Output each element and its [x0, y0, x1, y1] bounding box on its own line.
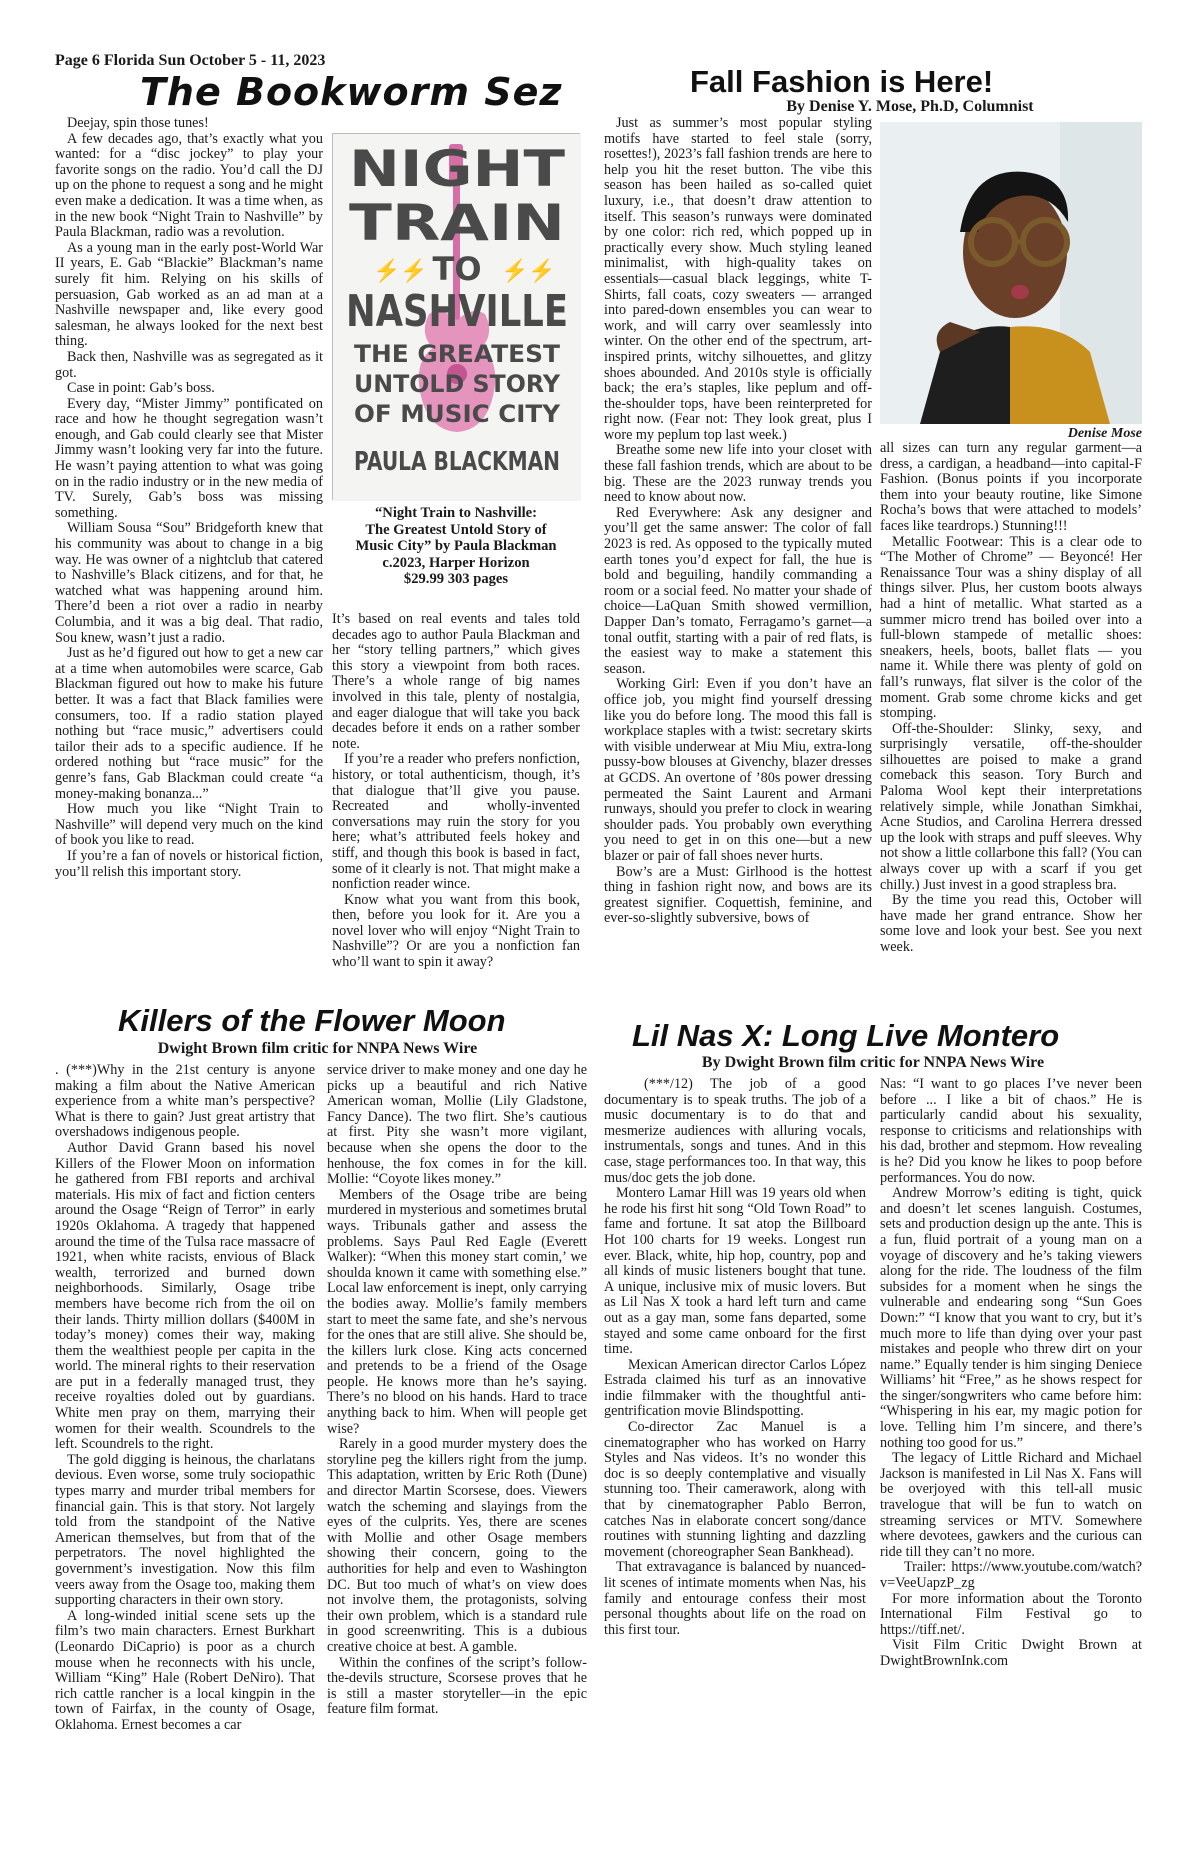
- killers-title: Killers of the Flower Moon: [118, 1003, 506, 1038]
- killers-paragraph: Members of the Osage tribe are being murdered in mysterious and sometimes brutal ways. Tribunals gather and assess the problems. Says Paul Red Eagle (Everett Walker): “When this money start comin,’ we shoulda known it came with something else.” Local law enforcement is inept, only carrying the bodies away. Mollie’s family members start to meet the same fate, and she’s nervous for the ones that are still alive. She should be, the killers lurk close. King acts concerned and pretends to be a friend of the Osage people. He knows more than he’s saying. There’s no blood on his hands. Hard to trace anything back to him. When will people get wise?: [327, 1186, 587, 1437]
- lilnas-paragraph: Mexican American director Carlos López Estrada claimed his turf as an innovative indie filmmaker with the thoughtful anti-gentrification movie Blindspotting.: [604, 1356, 866, 1420]
- lilnas-paragraph: The legacy of Little Richard and Michael Jackson is manifested in Lil Nas X. Fans will be overjoyed with this tell-all music travelogue that will be fun to watch on streaming services or MTV. Somewhere where devotees, gawkers and the curious can ride till they can’t no more.: [880, 1450, 1142, 1560]
- cover-author: PAULA BLACKMAN: [354, 447, 560, 477]
- killers-column-2: [327, 1063, 587, 1718]
- fashion-byline: By Denise Y. Mose, Ph.D, Columnist: [786, 98, 1034, 115]
- fashion-paragraph: Breathe some new life into your closet with these fall fashion trends, which are about to be big. These are the 2023 runway trends you need to know about now.: [604, 442, 872, 506]
- bookworm-paragraph: A few decades ago, that’s exactly what you wanted: for a “disc jockey” to play your favorite songs on the radio. You’d call the DJ up on the phone to request a song and he might even make a dedication. It was a time when, as in the new book “Night Train to Nashville” by Paula Blackman, radio was a revolution.: [55, 130, 323, 241]
- cover-subtitle-line: THE GREATEST: [354, 340, 561, 368]
- killers-paragraph: A long-winded initial scene sets up the film’s two main characters. Ernest Burkhart (Leonardo DiCaprio) is poor as a church mouse when he reconnects with his uncle, William “King” Hale (Robert DeNiro). That rich cattle rancher is a local kingpin in the town of Fairfax, in the county of Osage, Oklahoma. Ernest becomes a car: [55, 1607, 315, 1733]
- bookworm-paragraph: It’s based on real events and tales told decades ago to author Paula Blackman and her “story telling partners,” which gives this story a viewpoint from both races. There’s a whole range of big names involved in this tale, plenty of nostalgia, and eager dialogue that will take you back decades before it ends on a rather somber note.: [332, 611, 580, 752]
- bookworm-title: The Bookworm Sez: [140, 70, 563, 114]
- bookworm-paragraph: If you’re a fan of novels or historical fiction, you’ll relish this important story.: [55, 847, 323, 880]
- fashion-paragraph: Working Girl: Even if you don’t have an office job, you might find yourself dressing like you do before long. The mood this fall is workplace staples with a twist: secretary skirts with visible underwear at Miu Miu, extra-long pussy-bow blouses at Givenchy, blazer dresses at GCDS. An overtone of ’80s power dressing permeated the Saint Laurent and Armani runways, should you prefer to clock in wearing shoulder pads. You probably own everything you need to get in on this one—but a new blazer or pair of fall shoes never hurts.: [604, 676, 872, 864]
- fashion-title: Fall Fashion is Here!: [690, 64, 994, 99]
- photo-caption: Denise Mose: [1067, 426, 1142, 441]
- lilnas-paragraph: Andrew Morrow’s editing is tight, quick and doesn’t let scenes languish. Costumes, sets and production design up the ante. This is a fun, fluid portrait of a young man on a voyage of discovery and he’s taking viewers along for the ride. The loudness of the film subsides for a moment when he sings the vulnerable and endearing song “Sun Goes Down:” “I know that you want to cry, but it’s much more to life than dying over your past mistakes and people who threw dirt on your name.” Equally tender is him singing Deniece Williams’ hit “Free,” as he shows respect for the singer/songwriters who came before him: “Whispering in his ear, my magic potion for love. Telling him I’m sincere, and there’s nothing too good for us.”: [880, 1185, 1142, 1451]
- killers-paragraph: service driver to make money and one day he picks up a beautiful and rich Native American woman, Mollie (Lily Gladstone, Fancy Dance). The two flirt. She’s cautious at first. Pity she wasn’t more vigilant, because when she opens the door to the henhouse, the fox comes in for the kill. Mollie: “Coyote likes money.”: [327, 1062, 587, 1188]
- cover-subtitle-line: UNTOLD STORY: [354, 370, 561, 398]
- killers-paragraph: Author David Grann based his novel Killers of the Flower Moon on information he gathered from FBI reports and archival materials. His mix of fact and fiction centers around the Osage “Reign of Terror” in early 1920s Oklahoma. A tragedy that happened around the time of the Tulsa race massacre of 1921, when white racists, envious of Black wealth, terrorized and burned down neighborhoods. Similarly, Osage tribe members have become rich from the oil on their lands. Thirty million dollars ($400M in today’s money) comes their way, making them the wealthiest people per capita in the world. The mineral rights to their reservation are put in a federally managed trust, they receive royalties doled out by guardians. White men pray on them, marrying their women for their wealth. Scoundrels to the left. Scoundrels to the right.: [55, 1139, 315, 1453]
- killers-paragraph: The gold digging is heinous, the charlatans devious. Even worse, some truly sociopathic types marry and murder tribal members for financial gain. This is that story. Not largely told from the standpoint of the Native American themselves, but from that of the perpetrators. The novel highlighted the government’s investigation. Now this film veers away from the Osage too, making them supporting characters in their own story.: [55, 1451, 315, 1609]
- cover-title-line: TO: [432, 250, 482, 288]
- book-caption-line: The Greatest Untold Story of: [365, 521, 547, 538]
- bookworm-paragraph: As a young man in the early post-World War II years, E. Gab “Blackie” Blackman’s name surely fit him. Relying on his skills of persuasion, Gab worked as an ad man at a Nashville newspaper and, like every good salesman, he always looked for the next best thing.: [55, 239, 323, 350]
- fashion-paragraph: Just as summer’s most popular styling motifs have started to feel stale (sorry, rosettes!), 2023’s fall fashion trends are here to help you hit the reset button. The vibe this season has been hailed as so-called quiet luxury, i.e., that doesn’t draw attention to itself. This season’s runways were dominated by one color: rich red, which popped up in practically every show. Much styling leaned minimalist, with high-quality takes on essentials—casual black leggings, white T-Shirts, fall coats, cozy sweaters — arranged into pared-down ensembles you can wear to work, and will carry over seamlessly into winter. On the other end of the spectrum, art-inspired prints, witchy silhouettes, and glitzy shoes abounded. And 2010s style is officially back; the era’s staples, like peplum and off-the-shoulder tops, have been reinterpreted for right now. (Fear not: They look great, plus I wore my peplum top last week.): [604, 115, 872, 443]
- killers-paragraph: Within the confines of the script’s follow-the-devils structure, Scorsese proves that he is still a master storyteller—in the epic feature film format.: [327, 1654, 587, 1718]
- lilnas-paragraph: Co-director Zac Manuel is a cinematographer who has worked on Harry Styles and Nas videos. It’s no wonder this doc is so deeply contemplative and visually stunning too. Their camerawork, along with that by cinematographer Pablo Berron, catches Nas in elaborate concert song/dance routines with stunning lighting and dazzling movement (choreographer Sean Bankhead).: [604, 1419, 866, 1560]
- fashion-paragraph: Bow’s are a Must: Girlhood is the hottest thing in fashion right now, and bows are its greatest signifier. Coquettish, feminine, and ever-so-slightly subversive, bows of: [604, 863, 872, 927]
- book-caption-line: $29.99 303 pages: [403, 571, 509, 587]
- fashion-paragraph: By the time you read this, October will have made her grand entrance. Show her some love and look your best. See you next week.: [880, 892, 1142, 955]
- bookworm-paragraph: If you’re a reader who prefers nonfiction, history, or total authenticism, though, it’s that dialogue that’ll give you pause. Recreated and wholly-invented conversations may ruin the story for you here; what’s attributed feels hokey and stiff, and though this book is based in fact, some of it clearly is not. That might make a nonfiction reader wince.: [332, 751, 580, 893]
- bookworm-paragraph: Just as he’d figured out how to get a new car at a time when automobiles were scarce, Gab Blackman figured out how to make his future better. It was a fact that Black families were consumers, too. If a radio station played nothing but “race music,” advertisers could tailor their ads to a specific audience. If he ordered nothing but “race music” for the genre’s fans, Gab Blackman could create “a money-making bonanza...”: [55, 645, 323, 802]
- trailer-link[interactable]: Trailer: https://www.youtube.com/watch?v=VeeUapzP_zg: [880, 1559, 1142, 1591]
- bookworm-paragraph: William Sousa “Sou” Bridgeforth knew that his community was about to change in a big way. He was owner of a nightclub that catered to Nashville’s Black citizens, and for that, he watched what was happening around him. There’d been a riot over a radio in nearby Columbia, and it was a big deal. That radio, Sou knew, wasn’t just a radio.: [55, 520, 323, 646]
- book-cover-image: [332, 133, 580, 500]
- killers-paragraph: . (***)Why in the 21st century is anyone making a film about the Native American experience from a white man’s perspective? What is there to gain? Just great artistry that overshadows indigenous people.: [55, 1062, 315, 1141]
- columnist-portrait: [880, 122, 1142, 424]
- killers-byline: Dwight Brown film critic for NNPA News Wire: [157, 1040, 478, 1057]
- book-caption-line: c.2023, Harper Horizon: [382, 554, 530, 571]
- bookworm-paragraph: Know what you want from this book, then, before you look for it. Are you a novel lover who will enjoy “Night Train to Nashville”? Or are you a nonfiction fan who’ll want to spin it away?: [332, 891, 580, 971]
- festival-link[interactable]: For more information about the Toronto International Film Festival go to https://tiff.net/.: [880, 1590, 1142, 1638]
- fashion-paragraph: Off-the-Shoulder: Slinky, sexy, and surprisingly versatile, off-the-shoulder silhouettes are poised to make a grand comeback this season. Tory Burch and Paloma Wool kept their interpretations relatively simple, while Jonathan Simkhai, Acne Studios, and Carolina Herrera dressed up the look with straps and puff sleeves. Why not show a little collarbone this fall? (You can always cover up with a scarf if you get chilly.) Just invest in a good strapless bra.: [880, 720, 1142, 893]
- book-caption-line: “Night Train to Nashville:: [374, 505, 538, 521]
- cover-title-line: TRAIN: [349, 194, 565, 252]
- lilnas-title: Lil Nas X: Long Live Montero: [632, 1018, 1060, 1053]
- columnist-photo: [880, 122, 1142, 424]
- lilnas-byline: By Dwight Brown film critic for NNPA News Wire: [701, 1054, 1045, 1071]
- fashion-column-2: [880, 441, 1142, 956]
- fashion-paragraph: all sizes can turn any regular garment—a dress, a cardigan, a headband—into capital-F Fashion. (Bonus points if you incorporate them into your beauty routine, like Simone Rocha’s bows that were attached to models’ faces like teardrops.) Stunning!!!: [880, 440, 1142, 534]
- fashion-paragraph: Metallic Footwear: This is a clear ode to “The Mother of Chrome” — Beyoncé! Her Renaissance Tour was a shiny display of all things silver. Plus, her custom boots always had a hint of metallic. What started as a summer micro trend has boiled over into a full-blown stampede of metallic shoes: sneakers, heels, boots, ballet flats — you name it. While there was plenty of gold on fall’s runways, flat silver is the color of the moment. Grab some chrome kicks and get stomping.: [880, 533, 1142, 722]
- lilnas-paragraph: That extravagance is balanced by nuanced-lit scenes of intimate moments when Nas, his family and entourage confess their most personal thoughts about life on the road on this first tour.: [604, 1559, 866, 1638]
- bookworm-column-2: [332, 612, 580, 971]
- book-caption-line: Music City” by Paula Blackman: [355, 538, 557, 554]
- cover-subtitle-line: OF MUSIC CITY: [354, 400, 561, 428]
- fashion-column-1: [604, 116, 872, 927]
- bookworm-paragraph: Every day, “Mister Jimmy” pontificated on race and how he thought segregation wasn’t enough, and Gab could clearly see that Mister Jimmy wasn’t looking very far into the future. He wasn’t paying attention to what was going on in the radio industry or in the new media of TV. Surely, Gab’s boss was missing something.: [55, 395, 323, 521]
- website-link[interactable]: Visit Film Critic Dwight Brown at DwightBrownInk.com: [880, 1637, 1142, 1669]
- fashion-paragraph: Red Everywhere: Ask any designer and you’ll get the same answer: The color of fall 2023 is red. As opposed to the typically muted earth tones you’d expect for fall, the hue is bold and beguiling, handily commanding a room or a social feed. No matter your shade of choice—LaQuan Smith showed vermillion, Dapper Dan’s tomato, Ferragamo’s garnet—a tonal outfit, starting with a pair of red flats, is the easiest way to make a statement this season.: [604, 504, 872, 677]
- lilnas-column-2: [880, 1077, 1142, 1670]
- cover-title-line: NIGHT: [349, 140, 565, 198]
- killers-column-1: [55, 1063, 315, 1734]
- lightning-icon: ⚡⚡: [501, 258, 556, 283]
- cover-title-line: NASHVILLE: [346, 286, 568, 337]
- book-cover-art: [333, 134, 581, 501]
- bookworm-paragraph: Deejay, spin those tunes!: [67, 115, 209, 131]
- book-caption: [332, 505, 580, 588]
- lilnas-paragraph: (***/12) The job of a good documentary is to speak truths. The job of a music documentary is to do that and mesmerize audiences with alluring vocals, instrumentals, songs and tunes. And in this case, stage performances too. In that way, this mus/doc gets the job done.: [604, 1076, 866, 1186]
- killers-paragraph: Rarely in a good murder mystery does the storyline peg the killers right from the jump. This adaptation, written by Eric Roth (Dune) and director Martin Scorsese, does. Viewers watch the scheming and slayings from the eyes of the culprits. Yes, there are scenes with Mollie and other Osage members showing their concern, going to the authorities for help and even to Washington DC. But too much of what’s on view does not involve them, the protagonists, solving their own problem, which is a standard rule in good screenwriting. This is a dubious creative choice at best. A gamble.: [327, 1436, 587, 1655]
- lilnas-paragraph: Montero Lamar Hill was 19 years old when he rode his first hit song “Old Town Road” to fame and fortune. It sat atop the Billboard Hot 100 charts for 19 weeks. Longest run ever. Black, white, hip hop, country, pop and all kinds of music listeners bought that tune. A unique, inclusive mix of music lovers. But as Lil Nas X took a hard left turn and came out as a gay man, some fans departed, some stayed and some came onboard for the first time.: [604, 1185, 866, 1358]
- lilnas-column-1: [604, 1077, 866, 1638]
- page-header: Page 6 Florida Sun October 5 - 11, 2023: [55, 52, 326, 69]
- bookworm-paragraph: Back then, Nashville was as segregated as it got.: [55, 348, 323, 381]
- lilnas-paragraph: Nas: “I want to go places I’ve never been before ... I like a bit of chaos.” He is particularly candid about his sexuality, response to criticisms and relationships with his dad, brother and stepmom. How revealing is he? Did you know he likes to poop before performances. You do now.: [880, 1076, 1142, 1186]
- lightning-icon: ⚡⚡: [373, 258, 428, 283]
- bookworm-paragraph: Case in point: Gab’s boss.: [67, 380, 215, 397]
- bookworm-column-1: [55, 116, 323, 880]
- bookworm-paragraph: How much you like “Night Train to Nashville” will depend very much on the kind of book you like to read.: [55, 801, 323, 849]
